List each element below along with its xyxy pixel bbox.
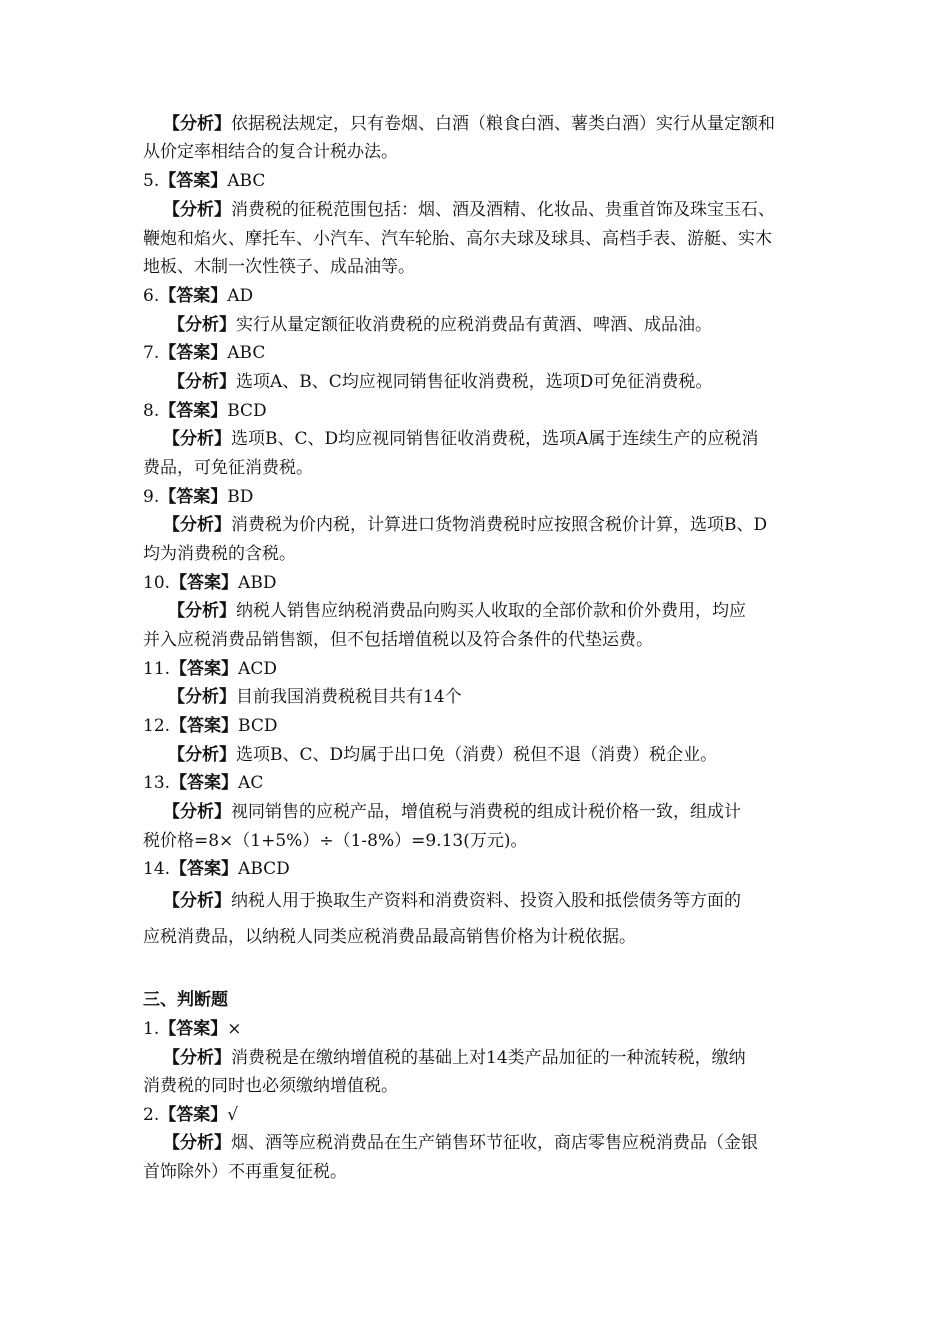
text-line: [143, 1075, 813, 1097]
text-line: [143, 715, 813, 737]
text-run: 目前我国消费税税目共有14个: [236, 687, 462, 707]
text-line: [143, 543, 813, 565]
text-line: [143, 170, 813, 192]
label-bold: 【分析】: [168, 372, 236, 392]
text-line: [168, 314, 813, 336]
label-bold: 【分析】: [163, 802, 231, 822]
text-line: [163, 801, 813, 823]
text-line: [143, 1161, 813, 1183]
text-run: ×: [227, 1019, 242, 1039]
text-run: 纳税人用于换取生产资料和消费资料、投资入股和抵偿债务等方面的: [231, 891, 741, 911]
text-run: 烟、酒等应税消费品在生产销售环节征收，商店零售应税消费品（金银: [231, 1133, 758, 1153]
text-line: [163, 199, 813, 221]
text-line: [143, 228, 813, 250]
text-run: 6.: [143, 286, 160, 306]
text-line: [143, 772, 813, 794]
label-bold: 【分析】: [163, 515, 231, 535]
text-run: 10.: [143, 573, 171, 593]
text-run: ABC: [227, 343, 266, 363]
text-line: [143, 486, 813, 508]
text-run: 消费税是在缴纳增值税的基础上对14类产品加征的一种流转税，缴纳: [231, 1048, 746, 1068]
text-line: [163, 514, 813, 536]
label-bold: 【分析】: [163, 200, 231, 220]
label-bold: 【答案】: [170, 573, 239, 593]
text-line: [143, 400, 813, 422]
text-run: 14.: [143, 859, 171, 879]
label-bold: 【答案】: [170, 773, 239, 793]
text-run: ABCD: [238, 859, 290, 879]
label-bold: 【分析】: [168, 687, 236, 707]
text-run: 消费税的同时也必须缴纳增值税。: [143, 1076, 398, 1096]
text-run: 选项A、B、C均应视同销售征收消费税，选项D可免征消费税。: [236, 372, 713, 392]
text-line: [143, 141, 813, 163]
label-bold: 【答案】: [159, 286, 228, 306]
text-run: ACD: [238, 659, 277, 679]
text-run: 13.: [143, 773, 171, 793]
label-bold: 【分析】: [168, 745, 236, 765]
label-bold: 【答案】: [170, 859, 239, 879]
text-line: [143, 285, 813, 307]
label-bold: 【答案】: [159, 401, 228, 421]
text-line: [143, 926, 813, 948]
label-bold: 【答案】: [159, 487, 228, 507]
text-run: 均为消费税的含税。: [143, 544, 296, 564]
text-run: 税价格=8×（1+5%）÷（1-8%）=9.13(万元)。: [143, 831, 528, 851]
text-run: 9.: [143, 487, 160, 507]
text-run: ABD: [238, 573, 277, 593]
text-line: [143, 342, 813, 364]
label-bold: 【分析】: [163, 1133, 231, 1153]
text-run: 选项B、C、D均属于出口免（消费）税但不退（消费）税企业。: [236, 745, 718, 765]
text-line: [143, 1104, 813, 1126]
text-line: [143, 572, 813, 594]
text-line: [168, 600, 813, 622]
text-run: 8.: [143, 401, 160, 421]
text-run: 选项B、C、D均应视同销售征收消费税，选项A属于连续生产的应税消: [231, 429, 759, 449]
text-run: AC: [238, 773, 264, 793]
text-line: [143, 658, 813, 680]
label-bold: 【答案】: [170, 659, 239, 679]
label-bold: 【分析】: [163, 429, 231, 449]
text-run: 2.: [143, 1105, 160, 1125]
text-line: [143, 629, 813, 651]
text-run: 从价定率相结合的复合计税办法。: [143, 142, 398, 162]
text-run: 视同销售的应税产品，增值税与消费税的组成计税价格一致，组成计: [231, 802, 741, 822]
text-run: 消费税的征税范围包括：烟、酒及酒精、化妆品、贵重首饰及珠宝玉石、: [231, 200, 775, 220]
text-run: 依据税法规定，只有卷烟、白酒（粮食白酒、薯类白酒）实行从量定额和: [231, 114, 775, 134]
label-bold: 【分析】: [168, 315, 236, 335]
label-bold: 【分析】: [163, 891, 231, 911]
label-bold: 【答案】: [159, 1019, 228, 1039]
text-run: 5.: [143, 171, 160, 191]
text-run: 实行从量定额征收消费税的应税消费品有黄酒、啤酒、成品油。: [236, 315, 712, 335]
text-line: [163, 1047, 813, 1069]
text-line: [143, 989, 813, 1011]
text-run: 鞭炮和焰火、摩托车、小汽车、汽车轮胎、高尔夫球及球具、高档手表、游艇、实木: [143, 229, 772, 249]
label-bold: 【分析】: [168, 601, 236, 621]
text-line: [168, 686, 813, 708]
text-run: AD: [227, 286, 254, 306]
text-run: BD: [227, 487, 254, 507]
label-bold: 【分析】: [163, 1048, 231, 1068]
text-run: 应税消费品，以纳税人同类应税消费品最高销售价格为计税依据。: [143, 927, 636, 947]
label-bold: 【答案】: [159, 1105, 228, 1125]
text-line: [143, 858, 813, 880]
label-bold: 【答案】: [159, 171, 228, 191]
label-bold: 【答案】: [159, 343, 228, 363]
text-run: 地板、木制一次性筷子、成品油等。: [143, 257, 415, 277]
text-run: √: [227, 1105, 239, 1125]
label-bold: 三、判断题: [143, 990, 228, 1010]
text-line: [143, 830, 813, 852]
text-run: ABC: [227, 171, 266, 191]
text-line: [168, 744, 813, 766]
text-line: [163, 428, 813, 450]
text-run: 首饰除外）不再重复征税。: [143, 1162, 347, 1182]
text-run: 并入应税消费品销售额，但不包括增值税以及符合条件的代垫运费。: [143, 630, 653, 650]
text-run: 消费税为价内税，计算进口货物消费税时应按照含税价计算，选项B、D: [231, 515, 768, 535]
text-line: [163, 1132, 813, 1154]
label-bold: 【分析】: [163, 114, 231, 134]
text-run: 纳税人销售应纳税消费品向购买人收取的全部价款和价外费用，均应: [236, 601, 746, 621]
text-run: 费品，可免征消费税。: [143, 458, 313, 478]
text-run: 11.: [143, 659, 171, 679]
text-run: BCD: [227, 401, 267, 421]
text-line: [163, 113, 813, 135]
text-run: 12.: [143, 716, 171, 736]
label-bold: 【答案】: [170, 716, 239, 736]
text-line: [143, 457, 813, 479]
text-line: [168, 371, 813, 393]
text-line: [143, 256, 813, 278]
text-run: 1.: [143, 1019, 160, 1039]
text-run: 7.: [143, 343, 160, 363]
text-run: BCD: [238, 716, 278, 736]
text-line: [143, 1018, 813, 1040]
text-line: [163, 890, 813, 912]
